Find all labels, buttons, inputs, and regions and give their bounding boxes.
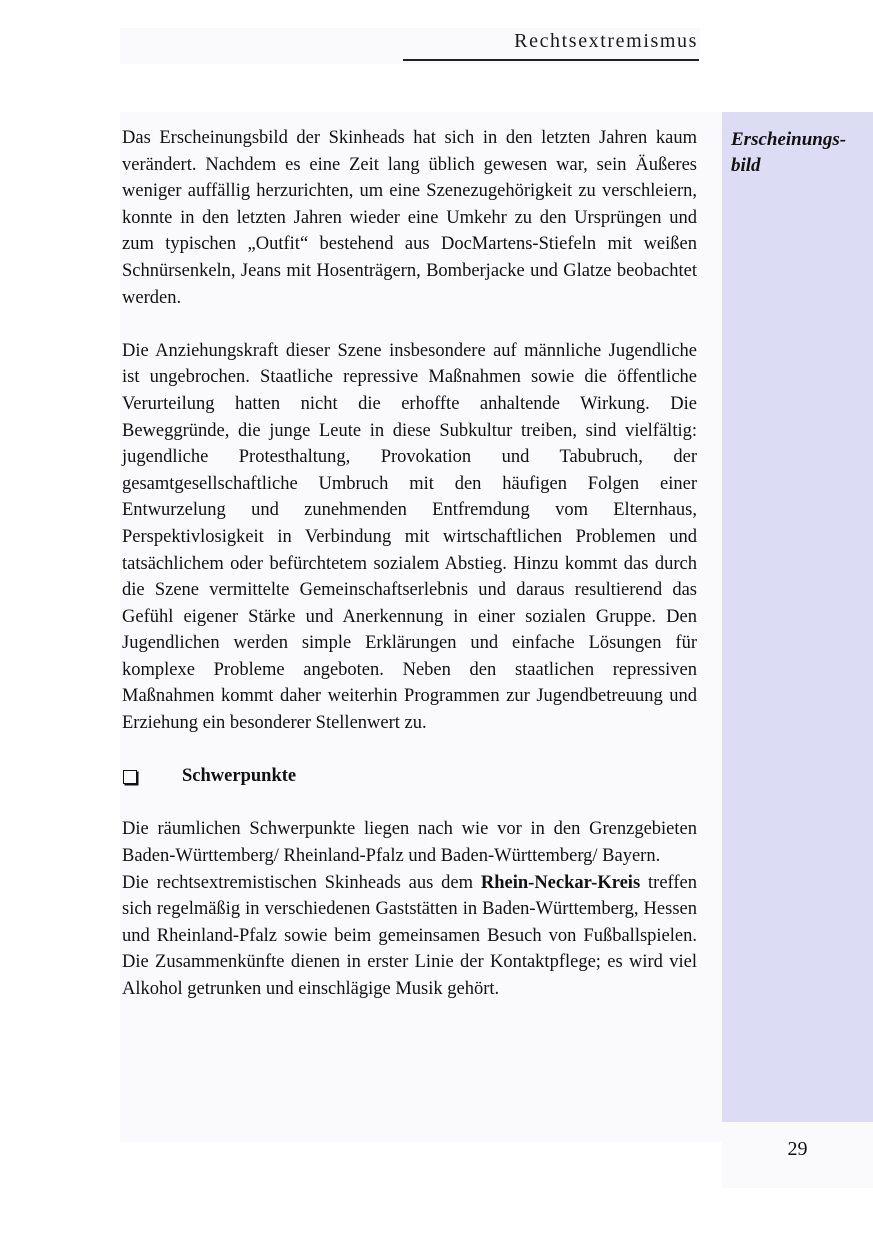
paragraph-regions: Die räumlichen Schwerpunkte liegen nach wie vor in den Grenzgebieten Baden-Württemberg/ Rheinland-Pfalz und Baden-Württemberg/ Bayern. xyxy=(122,819,697,867)
page-number: 29 xyxy=(787,1138,808,1160)
margin-note-line2: bild xyxy=(731,155,761,176)
margin-note xyxy=(731,127,871,179)
paragraph-attraction: Die Anziehungskraft dieser Szene insbesondere auf männliche Jugendliche ist ungebrochen. Staatliche repressive Maßnahmen sowie die öffentliche Verurteilung hatten nicht die erhoffte anhaltende Wirkung. Die Beweggründe, die junge Leute in diese Subkultur treiben, sind vielfältig: jugendliche Protesthaltung, Provokation und Tabubruch, der gesamtgesellschaftliche Umbruch mit den häufigen Folgen einer Entwurzelung und zunehmenden Entfremdung vom Elternhaus, Perspektivlosigkeit in Verbindung mit wirtschaftlichen Problemen und tatsächlichem oder befürchtetem sozialem Abstieg. Hinzu kommt das durch die Szene vermittelte Gemeinschaftserlebnis und daraus resultierend das Gefühl eigener Stärke und Anerkennung in einer sozialen Gruppe. Den Jugendlichen werden simple Erklärungen und einfache Lösungen für komplexe Probleme angeboten. Neben den staatlichen repressiven Maßnahmen kommt daher weiterhin Programmen zur Jugendbetreuung und Erziehung ein besonderer Stellenwert zu. xyxy=(122,340,697,734)
paragraph-rhein-neckar xyxy=(122,870,697,1003)
header-rule xyxy=(403,59,699,61)
section-heading: Schwerpunkte xyxy=(182,766,297,787)
rhein-neckar-keyword: Rhein-Neckar-Kreis xyxy=(480,872,641,893)
running-title: Rechtsextremismus xyxy=(514,30,698,52)
section-heading-row xyxy=(122,763,697,790)
rhein-neckar-text-pre: Die rechtsextremistischen Skinheads aus dem xyxy=(122,872,481,893)
margin-note-line1: Erscheinungs- xyxy=(731,129,847,150)
margin-sidebar xyxy=(722,112,873,1122)
paragraph-appearance: Das Erscheinungsbild der Skinheads hat sich in den letzten Jahren kaum verändert. Nachdem es eine Zeit lang üblich gewesen war, sein Äußeres weniger auffällig herzurichten, um eine Szenezugehörigkeit zu verschleiern, konnte in den letzten Jahren wieder eine Umkehr zu den Ursprüngen und zum typischen „Outfit“ bestehend aus DocMartens-Stiefeln mit weißen Schnürsenkeln, Jeans mit Hosenträgern, Bomberjacke und Glatze beobachtet werden. xyxy=(122,128,697,308)
rhein-neckar-text-post: treffen sich regelmäßig in verschiedenen Gaststätten in Baden-Württemberg, Hessen und Rheinland-Pfalz sowie beim gemeinsamen Besuch von Fußballspielen. Die Zusammenkünfte dienen in erster Linie der Kontaktpflege; es wird viel Alkohol getrunken und einschlägige Musik gehört. xyxy=(122,872,697,999)
checkbox-bullet-icon xyxy=(123,770,137,784)
main-text xyxy=(122,125,697,1003)
